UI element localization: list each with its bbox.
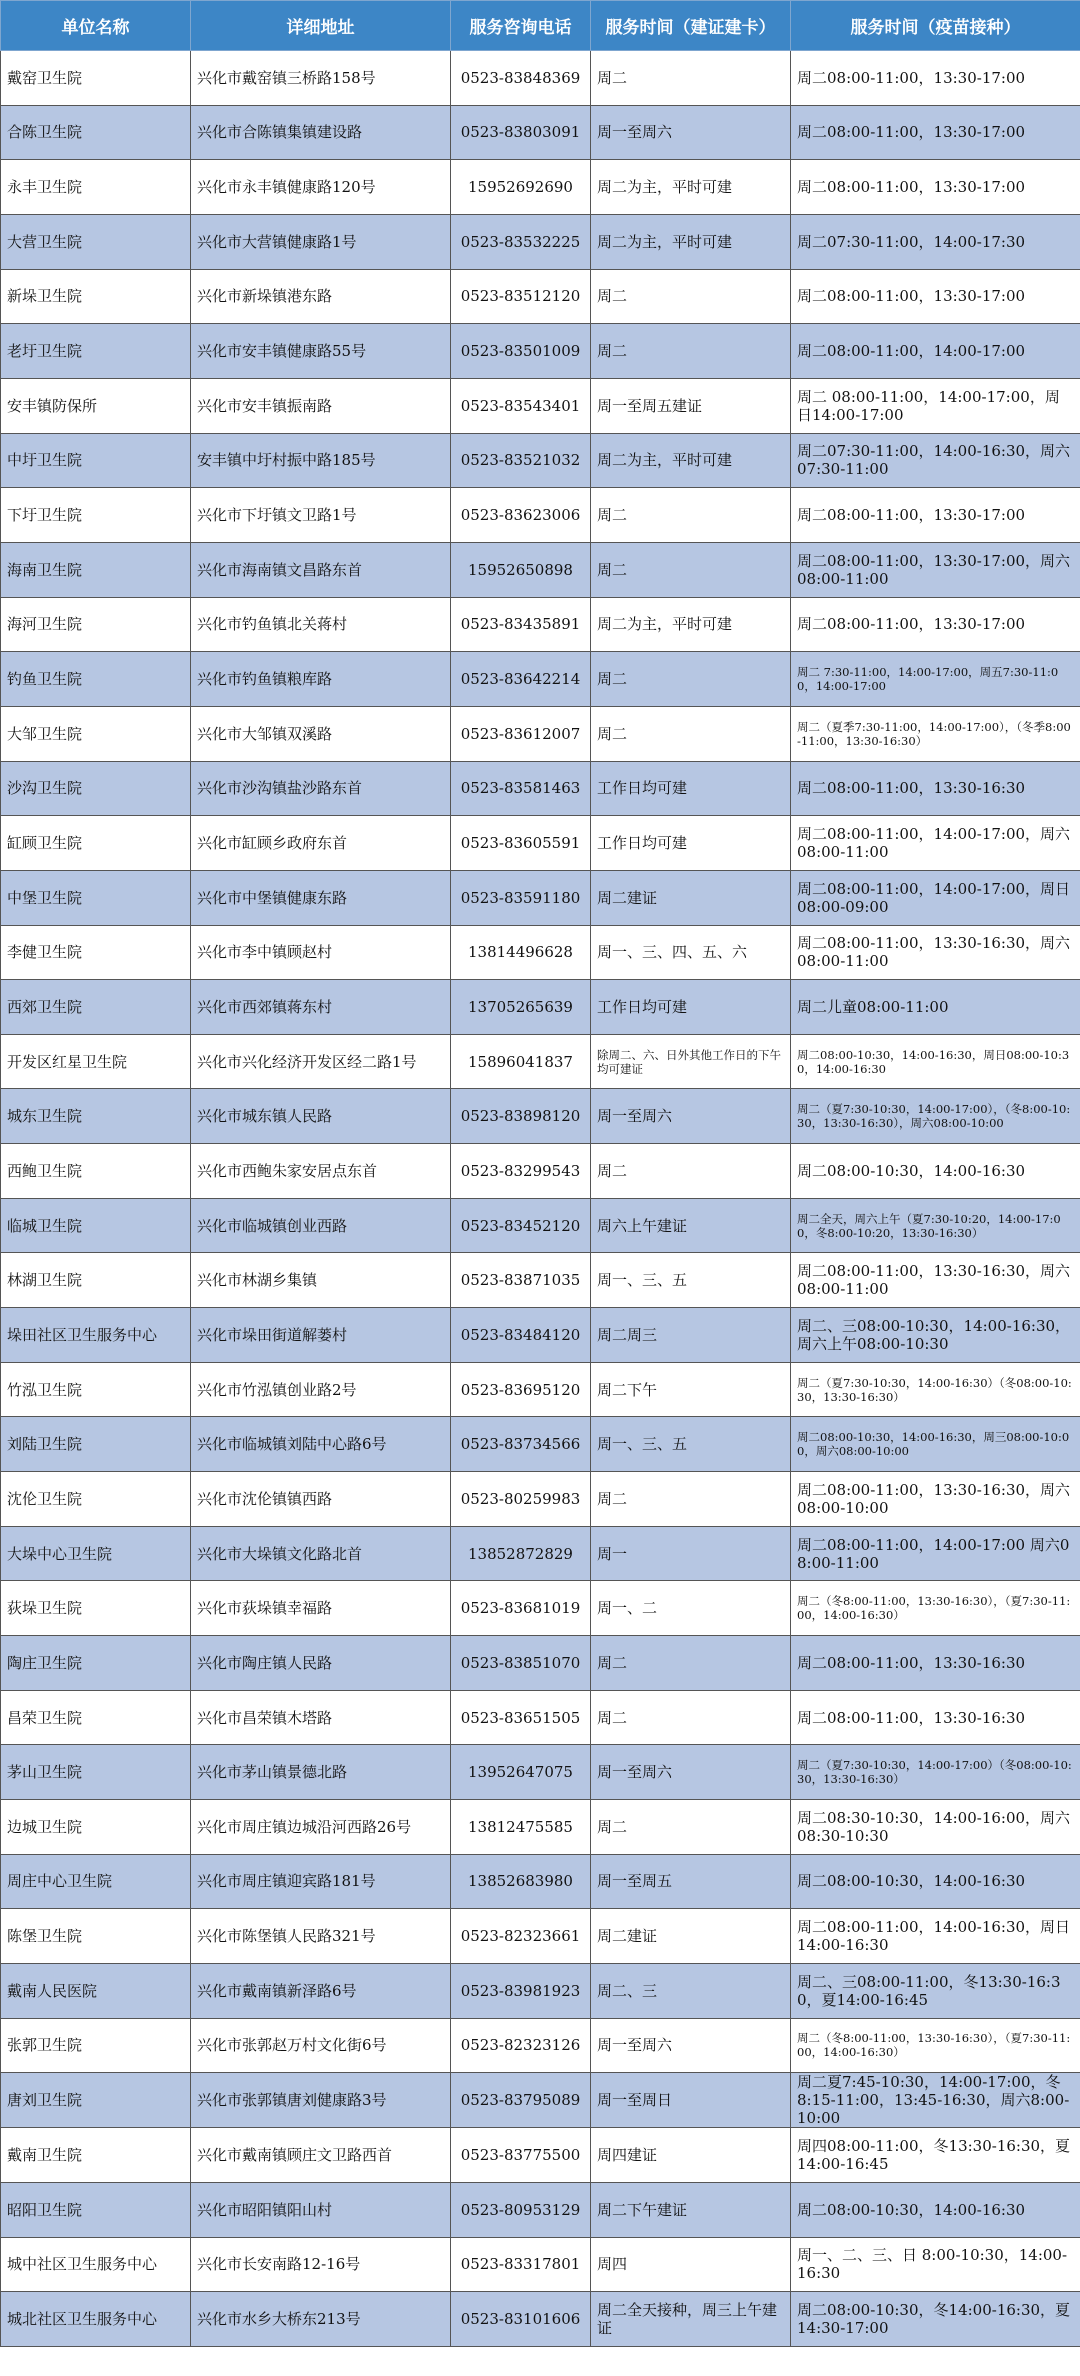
phone-cell: 0523-83521032 — [451, 433, 591, 488]
phone-cell: 13812475585 — [451, 1800, 591, 1855]
phone-cell: 0523-83581463 — [451, 761, 591, 816]
address-cell: 兴化市兴化经济开发区经二路1号 — [191, 1034, 451, 1089]
unit-name-cell: 大营卫生院 — [1, 214, 191, 269]
table-row — [1, 1800, 1080, 1855]
phone-cell: 0523-83435891 — [451, 597, 591, 652]
address-cell: 兴化市长安南路12-16号 — [191, 2237, 451, 2292]
phone-cell: 0523-83299543 — [451, 1144, 591, 1199]
vaccine-time-cell: 周二08:00-11:00，13:30-16:30，周六08:00-11:00 — [791, 925, 1080, 980]
card-time-cell: 周四 — [591, 2237, 791, 2292]
table-row — [1, 1089, 1080, 1144]
vaccine-time-cell: 周二08:00-10:30，14:00-16:30 — [791, 1854, 1080, 1909]
vaccine-time-cell: 周二08:00-11:00，13:30-17:00 — [791, 51, 1080, 106]
vaccine-time-cell: 周二08:00-11:00，13:30-17:00 — [791, 597, 1080, 652]
card-time-cell: 工作日均可建 — [591, 816, 791, 871]
phone-cell: 0523-83795089 — [451, 2073, 591, 2128]
card-time-cell: 周二下午 — [591, 1362, 791, 1417]
header-vaccine-time: 服务时间（疫苗接种） — [791, 1, 1080, 51]
unit-name-cell: 城东卫生院 — [1, 1089, 191, 1144]
unit-name-cell: 张郭卫生院 — [1, 2018, 191, 2073]
address-cell: 兴化市大邹镇双溪路 — [191, 706, 451, 761]
address-cell: 兴化市林湖乡集镇 — [191, 1253, 451, 1308]
address-cell: 兴化市城东镇人民路 — [191, 1089, 451, 1144]
vaccine-time-cell: 周二08:00-11:00，14:00-17:00，周六08:00-11:00 — [791, 816, 1080, 871]
address-cell: 兴化市垛田街道解蒌村 — [191, 1308, 451, 1363]
card-time-cell: 周一 — [591, 1526, 791, 1581]
phone-cell: 13952647075 — [451, 1745, 591, 1800]
phone-cell: 13852872829 — [451, 1526, 591, 1581]
vaccine-time-cell: 周二08:00-11:00，13:30-16:30 — [791, 1690, 1080, 1745]
address-cell: 兴化市竹泓镇创业路2号 — [191, 1362, 451, 1417]
unit-name-cell: 昭阳卫生院 — [1, 2182, 191, 2237]
address-cell: 兴化市西鲍朱家安居点东首 — [191, 1144, 451, 1199]
table-row — [1, 2018, 1080, 2073]
header-row — [1, 1, 1080, 51]
vaccine-time-cell: 周二08:30-10:30，14:00-16:00，周六08:30-10:30 — [791, 1800, 1080, 1855]
card-time-cell: 周一、二 — [591, 1581, 791, 1636]
vaccine-time-cell: 周二 7:30-11:00，14:00-17:00，周五7:30-11:00，14:00-17:00 — [791, 652, 1080, 707]
phone-cell: 0523-83623006 — [451, 488, 591, 543]
unit-name-cell: 永丰卫生院 — [1, 160, 191, 215]
vaccine-time-cell: 周二（夏季7:30-11:00，14:00-17:00），（冬季8:00-11:00，13:30-16:30） — [791, 706, 1080, 761]
table-row — [1, 1636, 1080, 1691]
vaccine-time-cell: 周四08:00-11:00，冬13:30-16:30，夏14:00-16:45 — [791, 2128, 1080, 2183]
phone-cell: 0523-83651505 — [451, 1690, 591, 1745]
address-cell: 兴化市安丰镇振南路 — [191, 378, 451, 433]
table-row — [1, 1253, 1080, 1308]
table-row — [1, 2128, 1080, 2183]
unit-name-cell: 陈堡卫生院 — [1, 1909, 191, 1964]
card-time-cell: 周二 — [591, 542, 791, 597]
table-row — [1, 2292, 1080, 2347]
unit-name-cell: 中圩卫生院 — [1, 433, 191, 488]
table-row — [1, 1417, 1080, 1472]
vaccine-time-cell: 周二、三08:00-11:00，冬13:30-16:30，夏14:00-16:45 — [791, 1963, 1080, 2018]
vaccine-time-cell: 周二全天，周六上午（夏7:30-10:20，14:00-17:00，冬8:00-10:20，13:30-16:30） — [791, 1198, 1080, 1253]
unit-name-cell: 戴南卫生院 — [1, 2128, 191, 2183]
address-cell: 兴化市西郊镇蒋东村 — [191, 980, 451, 1035]
unit-name-cell: 大垛中心卫生院 — [1, 1526, 191, 1581]
address-cell: 兴化市合陈镇集镇建设路 — [191, 105, 451, 160]
unit-name-cell: 李健卫生院 — [1, 925, 191, 980]
table-row — [1, 378, 1080, 433]
card-time-cell: 周二 — [591, 1472, 791, 1527]
table-row — [1, 51, 1080, 106]
vaccine-time-cell: 周二08:00-11:00，14:00-17:00，周日08:00-09:00 — [791, 870, 1080, 925]
table-row — [1, 1690, 1080, 1745]
card-time-cell: 周一至周六 — [591, 1089, 791, 1144]
card-time-cell: 周六上午建证 — [591, 1198, 791, 1253]
vaccine-time-cell: 周二08:00-11:00，13:30-16:30 — [791, 1636, 1080, 1691]
address-cell: 兴化市荻垛镇幸福路 — [191, 1581, 451, 1636]
vaccine-time-cell: 周二08:00-10:30，14:00-16:30 — [791, 1144, 1080, 1199]
unit-name-cell: 海南卫生院 — [1, 542, 191, 597]
table-row — [1, 1581, 1080, 1636]
address-cell: 兴化市沈伦镇镇西路 — [191, 1472, 451, 1527]
address-cell: 兴化市李中镇顾赵村 — [191, 925, 451, 980]
unit-name-cell: 荻垛卫生院 — [1, 1581, 191, 1636]
phone-cell: 0523-83898120 — [451, 1089, 591, 1144]
table-row — [1, 870, 1080, 925]
vaccine-time-cell: 周二08:00-10:30，14:00-16:30 — [791, 2182, 1080, 2237]
table-row — [1, 1034, 1080, 1089]
phone-cell: 0523-83851070 — [451, 1636, 591, 1691]
table-row — [1, 761, 1080, 816]
address-cell: 兴化市大营镇健康路1号 — [191, 214, 451, 269]
phone-cell: 0523-83642214 — [451, 652, 591, 707]
address-cell: 兴化市海南镇文昌路东首 — [191, 542, 451, 597]
card-time-cell: 周二 — [591, 1636, 791, 1691]
phone-cell: 0523-82323126 — [451, 2018, 591, 2073]
vaccine-time-cell: 周二 08:00-11:00，14:00-17:00，周日14:00-17:00 — [791, 378, 1080, 433]
vaccine-time-cell: 周二07:30-11:00，14:00-17:30 — [791, 214, 1080, 269]
unit-name-cell: 竹泓卫生院 — [1, 1362, 191, 1417]
phone-cell: 15952650898 — [451, 542, 591, 597]
table-row — [1, 1198, 1080, 1253]
phone-cell: 13814496628 — [451, 925, 591, 980]
table-row — [1, 1963, 1080, 2018]
phone-cell: 0523-80953129 — [451, 2182, 591, 2237]
address-cell: 兴化市钓鱼镇粮库路 — [191, 652, 451, 707]
table-row — [1, 269, 1080, 324]
unit-name-cell: 缸顾卫生院 — [1, 816, 191, 871]
vaccine-time-cell: 周二夏7:45-10:30，14:00-17:00，冬8:15-11:00，13:45-16:30，周六8:00-10:00 — [791, 2073, 1080, 2128]
unit-name-cell: 合陈卫生院 — [1, 105, 191, 160]
address-cell: 兴化市陶庄镇人民路 — [191, 1636, 451, 1691]
table-row — [1, 1362, 1080, 1417]
table-row — [1, 1472, 1080, 1527]
unit-name-cell: 西郊卫生院 — [1, 980, 191, 1035]
vaccine-time-cell: 周二08:00-11:00，14:00-16:30，周日14:00-16:30 — [791, 1909, 1080, 1964]
card-time-cell: 周二、三 — [591, 1963, 791, 2018]
vaccine-time-cell: 周二07:30-11:00，14:00-16:30，周六07:30-11:00 — [791, 433, 1080, 488]
vaccine-time-cell: 周二08:00-11:00，13:30-17:00 — [791, 488, 1080, 543]
table-row — [1, 2073, 1080, 2128]
unit-name-cell: 边城卫生院 — [1, 1800, 191, 1855]
address-cell: 兴化市临城镇创业西路 — [191, 1198, 451, 1253]
vaccine-time-cell: 周二08:00-11:00，14:00-17:00 周六08:00-11:00 — [791, 1526, 1080, 1581]
vaccine-time-cell: 周二08:00-11:00，13:30-17:00 — [791, 105, 1080, 160]
table-row — [1, 2182, 1080, 2237]
unit-name-cell: 昌荣卫生院 — [1, 1690, 191, 1745]
address-cell: 兴化市昌荣镇木塔路 — [191, 1690, 451, 1745]
table-row — [1, 1745, 1080, 1800]
vaccine-time-cell: 周二儿童08:00-11:00 — [791, 980, 1080, 1035]
table-body — [1, 51, 1080, 2347]
phone-cell: 0523-83612007 — [451, 706, 591, 761]
address-cell: 兴化市陈堡镇人民路321号 — [191, 1909, 451, 1964]
unit-name-cell: 唐刘卫生院 — [1, 2073, 191, 2128]
phone-cell: 0523-83501009 — [451, 324, 591, 379]
table-row — [1, 1144, 1080, 1199]
table-row — [1, 925, 1080, 980]
card-time-cell: 工作日均可建 — [591, 980, 791, 1035]
table-row — [1, 652, 1080, 707]
card-time-cell: 周一、三、四、五、六 — [591, 925, 791, 980]
address-cell: 兴化市中堡镇健康东路 — [191, 870, 451, 925]
card-time-cell: 周二 — [591, 269, 791, 324]
card-time-cell: 周二 — [591, 1800, 791, 1855]
table-row — [1, 488, 1080, 543]
card-time-cell: 周二 — [591, 1690, 791, 1745]
phone-cell: 0523-83101606 — [451, 2292, 591, 2347]
table-row — [1, 1909, 1080, 1964]
unit-name-cell: 茅山卫生院 — [1, 1745, 191, 1800]
address-cell: 兴化市茅山镇景德北路 — [191, 1745, 451, 1800]
card-time-cell: 工作日均可建 — [591, 761, 791, 816]
phone-cell: 15952692690 — [451, 160, 591, 215]
address-cell: 兴化市安丰镇健康路55号 — [191, 324, 451, 379]
address-cell: 兴化市戴南镇新泽路6号 — [191, 1963, 451, 2018]
unit-name-cell: 海河卫生院 — [1, 597, 191, 652]
card-time-cell: 周一至周六 — [591, 2018, 791, 2073]
table-row — [1, 542, 1080, 597]
table-row — [1, 160, 1080, 215]
unit-name-cell: 沙沟卫生院 — [1, 761, 191, 816]
phone-cell: 0523-83605591 — [451, 816, 591, 871]
card-time-cell: 周二为主，平时可建 — [591, 597, 791, 652]
unit-name-cell: 戴南人民医院 — [1, 1963, 191, 2018]
card-time-cell: 周二为主，平时可建 — [591, 214, 791, 269]
vaccine-time-cell: 周二08:00-11:00，13:30-16:30，周六08:00-11:00 — [791, 1253, 1080, 1308]
vaccine-time-cell: 周二、三08:00-10:30，14:00-16:30，周六上午08:00-10:30 — [791, 1308, 1080, 1363]
card-time-cell: 周二 — [591, 488, 791, 543]
card-time-cell: 周二为主，平时可建 — [591, 433, 791, 488]
address-cell: 兴化市缸顾乡政府东首 — [191, 816, 451, 871]
card-time-cell: 周一、三、五 — [591, 1253, 791, 1308]
card-time-cell: 周一、三、五 — [591, 1417, 791, 1472]
phone-cell: 0523-83532225 — [451, 214, 591, 269]
table-row — [1, 1308, 1080, 1363]
table-row — [1, 1854, 1080, 1909]
unit-name-cell: 钓鱼卫生院 — [1, 652, 191, 707]
table-row — [1, 816, 1080, 871]
address-cell: 兴化市戴南镇顾庄文卫路西首 — [191, 2128, 451, 2183]
vaccine-time-cell: 周二08:00-11:00，13:30-16:30，周六08:00-10:00 — [791, 1472, 1080, 1527]
card-time-cell: 周二建证 — [591, 870, 791, 925]
address-cell: 兴化市周庄镇迎宾路181号 — [191, 1854, 451, 1909]
table-row — [1, 214, 1080, 269]
phone-cell: 0523-80259983 — [451, 1472, 591, 1527]
card-time-cell: 周二下午建证 — [591, 2182, 791, 2237]
address-cell: 安丰镇中圩村振中路185号 — [191, 433, 451, 488]
table-row — [1, 1526, 1080, 1581]
phone-cell: 0523-83871035 — [451, 1253, 591, 1308]
card-time-cell: 周一至周五建证 — [591, 378, 791, 433]
vaccine-time-cell: 周二08:00-10:30，14:00-16:30，周三08:00-10:00，周六08:00-10:00 — [791, 1417, 1080, 1472]
vaccine-time-cell: 周二08:00-11:00，13:30-17:00，周六08:00-11:00 — [791, 542, 1080, 597]
phone-cell: 0523-83695120 — [451, 1362, 591, 1417]
unit-name-cell: 开发区红星卫生院 — [1, 1034, 191, 1089]
phone-cell: 0523-83543401 — [451, 378, 591, 433]
unit-name-cell: 西鲍卫生院 — [1, 1144, 191, 1199]
card-time-cell: 周四建证 — [591, 2128, 791, 2183]
unit-name-cell: 戴窑卫生院 — [1, 51, 191, 106]
phone-cell: 0523-83775500 — [451, 2128, 591, 2183]
unit-name-cell: 城中社区卫生服务中心 — [1, 2237, 191, 2292]
header-card-time: 服务时间（建证建卡） — [591, 1, 791, 51]
unit-name-cell: 垛田社区卫生服务中心 — [1, 1308, 191, 1363]
address-cell: 兴化市水乡大桥东213号 — [191, 2292, 451, 2347]
phone-cell: 0523-83452120 — [451, 1198, 591, 1253]
address-cell: 兴化市张郭镇唐刘健康路3号 — [191, 2073, 451, 2128]
table-row — [1, 324, 1080, 379]
phone-cell: 0523-83848369 — [451, 51, 591, 106]
address-cell: 兴化市张郭赵万村文化街6号 — [191, 2018, 451, 2073]
address-cell: 兴化市周庄镇边城沿河西路26号 — [191, 1800, 451, 1855]
card-time-cell: 周二 — [591, 706, 791, 761]
table-header — [1, 1, 1080, 51]
unit-name-cell: 新垛卫生院 — [1, 269, 191, 324]
header-address: 详细地址 — [191, 1, 451, 51]
unit-name-cell: 大邹卫生院 — [1, 706, 191, 761]
unit-name-cell: 临城卫生院 — [1, 1198, 191, 1253]
address-cell: 兴化市下圩镇文卫路1号 — [191, 488, 451, 543]
card-time-cell: 周二 — [591, 324, 791, 379]
table-row — [1, 706, 1080, 761]
unit-name-cell: 刘陆卫生院 — [1, 1417, 191, 1472]
vaccine-time-cell: 周二（夏7:30-10:30，14:00-17:00），（冬8:00-10:30，13:30-16:30），周六08:00-10:00 — [791, 1089, 1080, 1144]
card-time-cell: 除周二、六、日外其他工作日的下午均可建证 — [591, 1034, 791, 1089]
unit-name-cell: 老圩卫生院 — [1, 324, 191, 379]
unit-name-cell: 城北社区卫生服务中心 — [1, 2292, 191, 2347]
card-time-cell: 周一至周日 — [591, 2073, 791, 2128]
vaccine-time-cell: 周二（夏7:30-10:30，14:00-17:00）（冬08:00-10:30，13:30-16:30） — [791, 1745, 1080, 1800]
card-time-cell: 周二周三 — [591, 1308, 791, 1363]
vaccine-time-cell: 周二（冬8:00-11:00，13:30-16:30），（夏7:30-11:00，14:00-16:30） — [791, 2018, 1080, 2073]
card-time-cell: 周二建证 — [591, 1909, 791, 1964]
phone-cell: 0523-82323661 — [451, 1909, 591, 1964]
phone-cell: 13852683980 — [451, 1854, 591, 1909]
vaccine-time-cell: 周二08:00-10:30，14:00-16:30，周日08:00-10:30，14:00-16:30 — [791, 1034, 1080, 1089]
vaccine-time-cell: 周二08:00-11:00，13:30-17:00 — [791, 160, 1080, 215]
address-cell: 兴化市永丰镇健康路120号 — [191, 160, 451, 215]
vaccine-time-cell: 周一、二、三、日 8:00-10:30，14:00-16:30 — [791, 2237, 1080, 2292]
vaccine-time-cell: 周二08:00-11:00，14:00-17:00 — [791, 324, 1080, 379]
address-cell: 兴化市沙沟镇盐沙路东首 — [191, 761, 451, 816]
unit-name-cell: 陶庄卫生院 — [1, 1636, 191, 1691]
address-cell: 兴化市新垛镇港东路 — [191, 269, 451, 324]
unit-name-cell: 下圩卫生院 — [1, 488, 191, 543]
phone-cell: 0523-83681019 — [451, 1581, 591, 1636]
phone-cell: 0523-83803091 — [451, 105, 591, 160]
vaccine-time-cell: 周二（冬8:00-11:00，13:30-16:30），（夏7:30-11:00，14:00-16:30） — [791, 1581, 1080, 1636]
unit-name-cell: 沈伦卫生院 — [1, 1472, 191, 1527]
card-time-cell: 周一至周五 — [591, 1854, 791, 1909]
phone-cell: 0523-83484120 — [451, 1308, 591, 1363]
phone-cell: 0523-83512120 — [451, 269, 591, 324]
header-phone: 服务咨询电话 — [451, 1, 591, 51]
vaccine-time-cell: 周二08:00-11:00，13:30-17:00 — [791, 269, 1080, 324]
unit-name-cell: 林湖卫生院 — [1, 1253, 191, 1308]
card-time-cell: 周二为主，平时可建 — [591, 160, 791, 215]
table-row — [1, 2237, 1080, 2292]
phone-cell: 0523-83981923 — [451, 1963, 591, 2018]
card-time-cell: 周二 — [591, 51, 791, 106]
table-row — [1, 105, 1080, 160]
address-cell: 兴化市昭阳镇阳山村 — [191, 2182, 451, 2237]
vaccine-time-cell: 周二08:00-10:30，冬14:00-16:30，夏14:30-17:00 — [791, 2292, 1080, 2347]
address-cell: 兴化市戴窑镇三桥路158号 — [191, 51, 451, 106]
table-row — [1, 980, 1080, 1035]
table-row — [1, 433, 1080, 488]
unit-name-cell: 中堡卫生院 — [1, 870, 191, 925]
phone-cell: 13705265639 — [451, 980, 591, 1035]
card-time-cell: 周二 — [591, 1144, 791, 1199]
table-row — [1, 597, 1080, 652]
unit-name-cell: 安丰镇防保所 — [1, 378, 191, 433]
phone-cell: 0523-83317801 — [451, 2237, 591, 2292]
card-time-cell: 周二全天接种，周三上午建证 — [591, 2292, 791, 2347]
phone-cell: 15896041837 — [451, 1034, 591, 1089]
vaccine-time-cell: 周二（夏7:30-10:30，14:00-16:30）（冬08:00-10:30，13:30-16:30） — [791, 1362, 1080, 1417]
card-time-cell: 周二 — [591, 652, 791, 707]
address-cell: 兴化市大垛镇文化路北首 — [191, 1526, 451, 1581]
phone-cell: 0523-83591180 — [451, 870, 591, 925]
card-time-cell: 周一至周六 — [591, 1745, 791, 1800]
card-time-cell: 周一至周六 — [591, 105, 791, 160]
header-unit-name: 单位名称 — [1, 1, 191, 51]
phone-cell: 0523-83734566 — [451, 1417, 591, 1472]
vaccine-time-cell: 周二08:00-11:00，13:30-16:30 — [791, 761, 1080, 816]
address-cell: 兴化市临城镇刘陆中心路6号 — [191, 1417, 451, 1472]
address-cell: 兴化市钓鱼镇北关蒋村 — [191, 597, 451, 652]
unit-name-cell: 周庄中心卫生院 — [1, 1854, 191, 1909]
